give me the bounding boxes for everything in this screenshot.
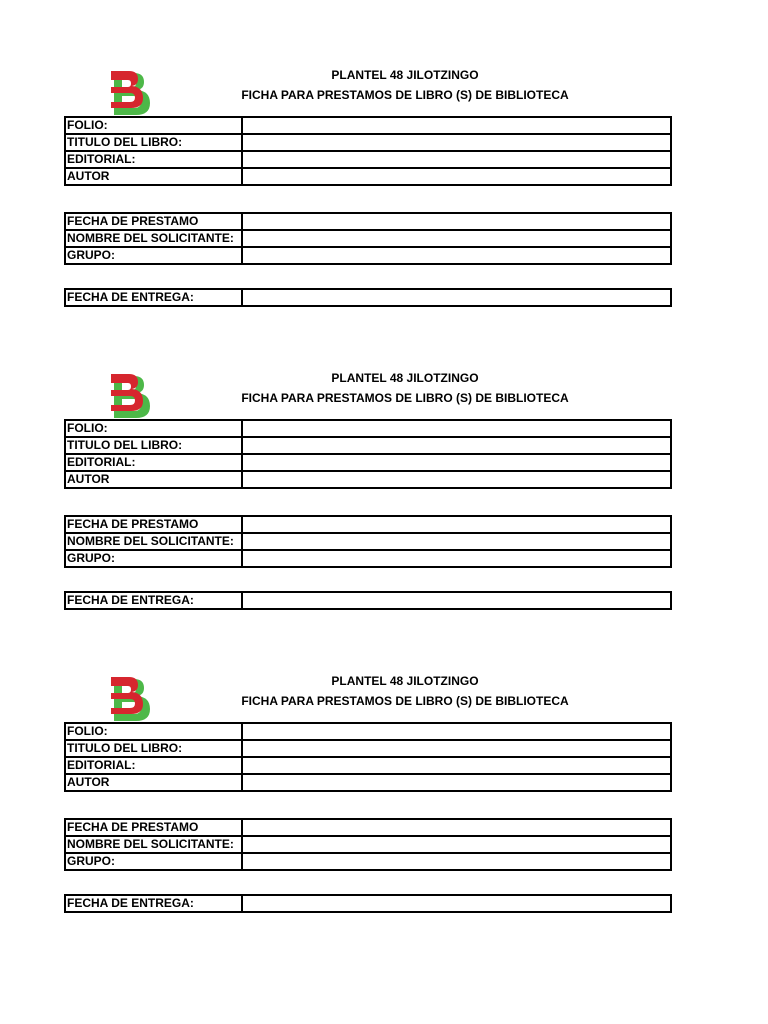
requester-name-label: NOMBRE DEL SOLICITANTE: — [65, 533, 242, 550]
publisher-label: EDITORIAL: — [65, 151, 242, 168]
plantel-title: PLANTEL 48 JILOTZINGO — [331, 674, 479, 688]
group-label: GRUPO: — [65, 247, 242, 264]
table-row — [65, 723, 671, 740]
group-label: GRUPO: — [65, 550, 242, 567]
folio-field[interactable] — [242, 723, 671, 740]
loan-info-table — [64, 818, 672, 871]
form-title: FICHA PARA PRESTAMOS DE LIBRO (S) DE BIBLIOTECA — [241, 694, 569, 708]
folio-field[interactable] — [242, 117, 671, 134]
publisher-label: EDITORIAL: — [65, 454, 242, 471]
table-row — [65, 471, 671, 488]
table-row — [65, 213, 671, 230]
plantel-title: PLANTEL 48 JILOTZINGO — [331, 371, 479, 385]
book-title-label: TITULO DEL LIBRO: — [65, 740, 242, 757]
requester-name-label: NOMBRE DEL SOLICITANTE: — [65, 836, 242, 853]
table-row — [65, 230, 671, 247]
loan-date-field[interactable] — [242, 213, 671, 230]
publisher-field[interactable] — [242, 757, 671, 774]
loan-card-3 — [0, 674, 768, 934]
return-date-label: FECHA DE ENTREGA: — [65, 592, 242, 609]
return-date-field[interactable] — [242, 592, 671, 609]
author-field[interactable] — [242, 471, 671, 488]
group-label: GRUPO: — [65, 853, 242, 870]
folio-field[interactable] — [242, 420, 671, 437]
table-row — [65, 168, 671, 185]
table-row — [65, 853, 671, 870]
publisher-label: EDITORIAL: — [65, 757, 242, 774]
author-field[interactable] — [242, 774, 671, 791]
table-row — [65, 550, 671, 567]
return-info-table — [64, 894, 672, 913]
loan-card-1 — [0, 68, 768, 328]
return-date-field[interactable] — [242, 895, 671, 912]
author-label: AUTOR — [65, 774, 242, 791]
book-info-table — [64, 116, 672, 186]
folio-label: FOLIO: — [65, 420, 242, 437]
requester-name-label: NOMBRE DEL SOLICITANTE: — [65, 230, 242, 247]
cobaem-b-logo-icon — [106, 674, 156, 724]
loan-info-table — [64, 515, 672, 568]
table-row — [65, 819, 671, 836]
author-label: AUTOR — [65, 168, 242, 185]
loan-info-table — [64, 212, 672, 265]
return-date-label: FECHA DE ENTREGA: — [65, 289, 242, 306]
loan-date-label: FECHA DE PRESTAMO — [65, 516, 242, 533]
form-title: FICHA PARA PRESTAMOS DE LIBRO (S) DE BIBLIOTECA — [241, 88, 569, 102]
loan-card-2 — [0, 371, 768, 631]
loan-date-field[interactable] — [242, 819, 671, 836]
requester-name-field[interactable] — [242, 230, 671, 247]
table-row — [65, 533, 671, 550]
book-title-field[interactable] — [242, 437, 671, 454]
table-row — [65, 437, 671, 454]
group-field[interactable] — [242, 247, 671, 264]
form-title: FICHA PARA PRESTAMOS DE LIBRO (S) DE BIBLIOTECA — [241, 391, 569, 405]
author-label: AUTOR — [65, 471, 242, 488]
return-info-table — [64, 288, 672, 307]
table-row — [65, 757, 671, 774]
requester-name-field[interactable] — [242, 836, 671, 853]
publisher-field[interactable] — [242, 454, 671, 471]
table-row — [65, 247, 671, 264]
table-row — [65, 836, 671, 853]
folio-label: FOLIO: — [65, 117, 242, 134]
return-date-label: FECHA DE ENTREGA: — [65, 895, 242, 912]
book-title-label: TITULO DEL LIBRO: — [65, 437, 242, 454]
loan-date-field[interactable] — [242, 516, 671, 533]
table-row — [65, 516, 671, 533]
table-row — [65, 420, 671, 437]
book-title-label: TITULO DEL LIBRO: — [65, 134, 242, 151]
loan-date-label: FECHA DE PRESTAMO — [65, 819, 242, 836]
table-row — [65, 134, 671, 151]
cobaem-b-logo-icon — [106, 68, 156, 118]
cobaem-b-logo-icon — [106, 371, 156, 421]
requester-name-field[interactable] — [242, 533, 671, 550]
book-title-field[interactable] — [242, 740, 671, 757]
table-row — [65, 289, 671, 306]
book-info-table — [64, 722, 672, 792]
table-row — [65, 151, 671, 168]
loan-date-label: FECHA DE PRESTAMO — [65, 213, 242, 230]
plantel-title: PLANTEL 48 JILOTZINGO — [331, 68, 479, 82]
return-info-table — [64, 591, 672, 610]
group-field[interactable] — [242, 853, 671, 870]
folio-label: FOLIO: — [65, 723, 242, 740]
group-field[interactable] — [242, 550, 671, 567]
table-row — [65, 592, 671, 609]
return-date-field[interactable] — [242, 289, 671, 306]
publisher-field[interactable] — [242, 151, 671, 168]
table-row — [65, 454, 671, 471]
book-info-table — [64, 419, 672, 489]
book-title-field[interactable] — [242, 134, 671, 151]
table-row — [65, 740, 671, 757]
table-row — [65, 774, 671, 791]
author-field[interactable] — [242, 168, 671, 185]
table-row — [65, 117, 671, 134]
table-row — [65, 895, 671, 912]
